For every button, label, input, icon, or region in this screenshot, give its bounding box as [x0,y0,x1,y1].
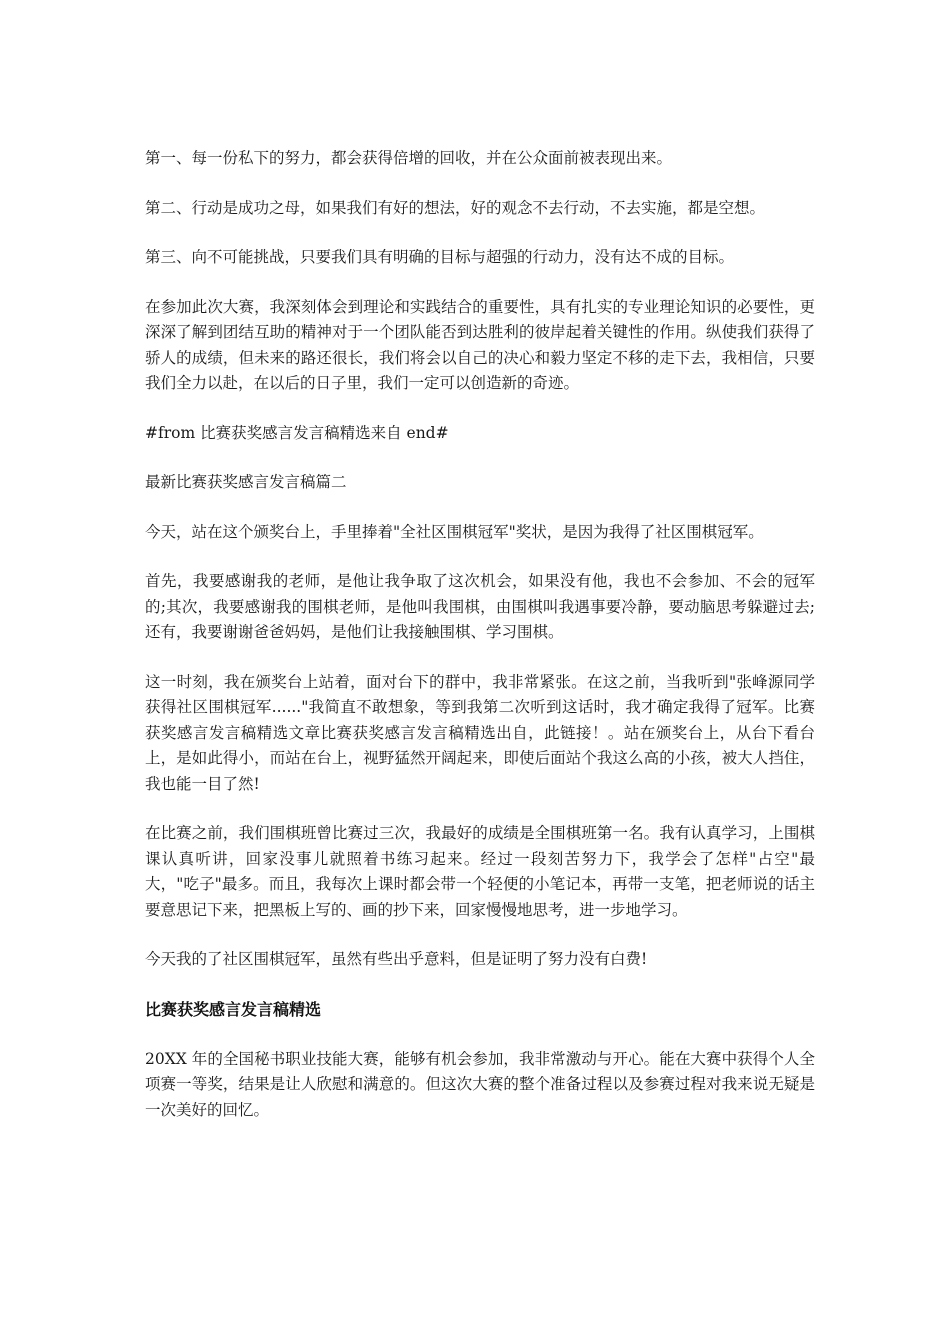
paragraph-conclusion: 今天我的了社区围棋冠军，虽然有些出乎意料，但是证明了努力没有白费! [145,950,648,968]
paragraph-thanks: 首先，我要感谢我的老师，是他让我争取了这次机会，如果没有他，我也不会参加、不会的冠军的;其次，我要感谢我的围棋老师，是他叫我围棋，由围棋叫我遇事要冷静，要动脑思考躲避过去;还有，我要谢谢爸爸妈妈，是他们让我接触围棋、学习围棋。 [145,572,815,641]
paragraph-part-two-title: 最新比赛获奖感言发言稿篇二 [145,473,347,491]
paragraph-moment: 这一时刻，我在颁奖台上站着，面对台下的群中，我非常紧张。在这之前，当我听到"张峰源同学获得社区围棋冠军......"我简直不敢想象，等到我第二次听到这话时，我才确定我得了冠军。比赛获奖感言发言稿精选文章比赛获奖感言发言稿精选出自，此链接！。站在颁奖台上，从台下看台上，是如此得小，而站在台上，视野猛然开阔起来，即使后面站个我这么高的小孩，被大人挡住，我也能一目了然! [145,672,815,793]
paragraph-before-contest: 在比赛之前，我们围棋班曾比赛过三次，我最好的成绩是全围棋班第一名。我有认真学习，上围棋课认真听讲，回家没事儿就照着书练习起来。经过一段刻苦努力下，我学会了怎样"占空"最大，"吃子"最多。而且，我每次上课时都会带一个轻便的小笔记本，再带一支笔，把老师说的话主要意思记下来，把黑板上写的、画的抄下来，回家慢慢地思考，进一步地学习。 [145,824,815,919]
paragraph-third-point: 第三、向不可能挑战，只要我们具有明确的目标与超强的行动力，没有达不成的目标。 [145,248,735,266]
section-heading: 比赛获奖感言发言稿精选 [145,999,322,1019]
paragraph-first-point: 第一、每一份私下的努力，都会获得倍增的回收，并在公众面前被表现出来。 [145,149,673,167]
paragraph-closing: 20XX 年的全国秘书职业技能大赛，能够有机会参加，我非常激动与开心。能在大赛中获得个人全项赛一等奖，结果是让人欣慰和满意的。但这次大赛的整个准备过程以及参赛过程对我来说无疑是一次美好的回忆。 [145,1049,815,1119]
document-page [145,146,815,1147]
paragraph-source-marker: #from 比赛获奖感言发言稿精选来自 end# [145,423,449,442]
paragraph-reflection: 在参加此次大赛，我深刻体会到理论和实践结合的重要性，具有扎实的专业理论知识的必要性，更深深了解到团结互助的精神对于一个团队能否到达胜利的彼岸起着关键性的作用。纵使我们获得了骄人的成绩，但未来的路还很长，我们将会以自己的决心和毅力坚定不移的走下去，我相信，只要我们全力以赴，在以后的日子里，我们一定可以创造新的奇迹。 [145,297,815,392]
paragraph-award-intro: 今天，站在这个颁奖台上，手里捧着"全社区围棋冠军"奖状，是因为我得了社区围棋冠军。 [145,522,764,541]
paragraph-second-point: 第二、行动是成功之母，如果我们有好的想法，好的观念不去行动，不去实施，都是空想。 [145,198,766,217]
